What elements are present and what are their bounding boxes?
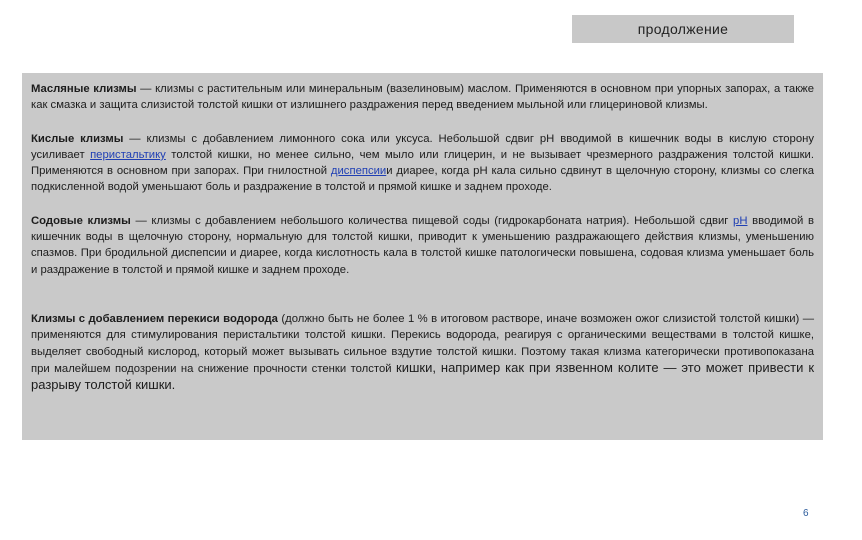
ph-link[interactable]: pH [733,214,748,227]
peroxide-enema-term: Клизмы с добавлением перекиси водорода [31,312,278,325]
dyspepsia-link[interactable]: диспепсии [330,165,387,178]
peristalsis-link[interactable]: перистальтику [90,148,166,161]
acid-enema-term: Кислые клизмы [31,132,124,145]
content-panel [22,73,823,440]
oil-enema-term: Масляные клизмы [31,83,137,95]
soda-enema-text-2: вводимой в кишечник воды в щелочную сторону, нормальную для толстой кишки, приводит к уменьшению раздражающего действия клизмы, уменьшению спазмов. При бродильной диспепсии и диарее, когда кислотность кала в толстой кишке патологически повышена, содовая клизма уменьшает боль и раздражение в толстой и прямой кишке и заднем проходе. [31,214,815,276]
soda-enema-text-1: — клизмы с добавлением небольшого количества пищевой соды (гидрокарбоната натрия). Небольшой сдвиг [130,214,734,227]
soda-enema-term: Содовые клизмы [31,214,131,227]
peroxide-enema-paragraph [31,311,814,394]
acid-enema-text-1: — клизмы с добавлением лимонного сока или уксуса. Небольшой сдвиг pH вводимой в кишечник воды в кислую сторону усиливает [31,132,814,161]
continuation-label: продолжение [572,15,794,43]
page-number: 6 [803,508,809,519]
peroxide-enema-text-1: (должно быть не более 1 % в итоговом растворе, иначе возможен ожог слизистой толстой кишки) — применяются для стимулирования перистальтики толстой кишки. Перекись водорода, реагируя с органическими веществами в толстой кишке, выделяет свободный кислород, который может вызывать сильное вздутие толстой кишки. Поэтому такая клизма категорически противопоказана при малейшем подозрении на снижение прочности стенки толстой [31,312,814,375]
oil-enema-paragraph [31,81,814,114]
peroxide-enema-text-2: кишки, например как при язвенном колите — это может привести к разрыву толстой кишки. [31,359,815,393]
acid-enema-text-2: толстой кишки, но менее сильно, чем мыло или глицерин, и не вызывает чрезмерного раздражения толстой кишки. Применяются в основном при запорах. При гнилостной [31,148,814,178]
soda-enema-paragraph [31,213,814,278]
acid-enema-paragraph [31,131,814,196]
acid-enema-text-3: и диарее, когда pH кала сильно сдвинут в щелочную сторону, клизмы со слегка подкисленной водой уменьшают боль и раздражение в толстой и прямой кишке и заднем проходе. [31,165,814,194]
oil-enema-text: — клизмы с растительным или минеральным (вазелиновым) маслом. Применяются в основном при упорных запорах, а также как смазка и защита слизистой толстой кишки от излишнего раздражения перед введением мыльной или глицериновой клизмы. [31,83,814,112]
